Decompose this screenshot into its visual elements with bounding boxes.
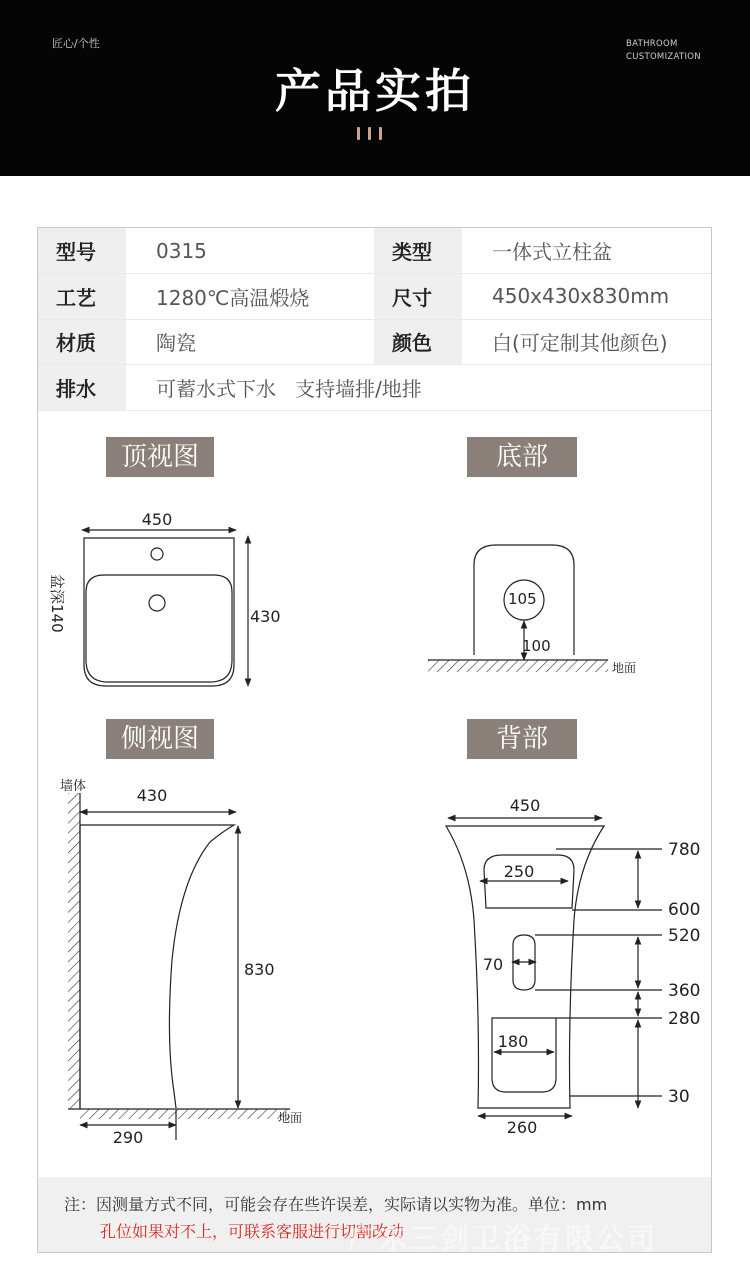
back-level-label: 520 — [668, 926, 701, 946]
back-level-label: 280 — [668, 1009, 701, 1029]
header-brand-line2: CUSTOMIZATION — [626, 52, 701, 62]
section-back: 背部 — [467, 719, 577, 759]
top-view-drawing — [82, 530, 248, 686]
side-floor-label: 地面 — [278, 1111, 303, 1125]
bottom-hole-label: 105 — [508, 590, 537, 608]
side-depth-label: 430 — [136, 786, 168, 805]
spec-value: 0315 — [126, 228, 374, 274]
top-width-label: 450 — [141, 510, 173, 529]
measurement-note — [38, 1177, 711, 1255]
side-base-label: 290 — [112, 1128, 144, 1147]
page-title: 产品实拍 — [275, 64, 475, 118]
back-level-label: 30 — [668, 1087, 690, 1107]
side-height-label: 830 — [244, 960, 275, 979]
note-line-1: 注：因测量方式不同，可能会存在些许误差，实际请以实物为准。单位：mm — [64, 1195, 608, 1214]
back-level-label: 600 — [668, 900, 701, 920]
wall-label: 墙体 — [60, 779, 87, 794]
back-small-label: 70 — [482, 955, 504, 974]
back-lower-label: 180 — [497, 1032, 529, 1051]
spec-key: 颜色 — [374, 319, 462, 365]
back-base-label: 260 — [506, 1118, 538, 1137]
spec-key: 工艺 — [38, 274, 126, 320]
back-level-label: 360 — [668, 981, 701, 1001]
spec-key: 材质 — [38, 319, 126, 365]
company-watermark: 广东三剑卫浴有限公司 — [348, 1222, 659, 1255]
header-slogan: 匠心/个性 — [52, 37, 100, 50]
top-depth-label: 430 — [250, 607, 281, 626]
spec-value: 陶瓷 — [126, 319, 374, 365]
section-top-view: 顶视图 — [106, 437, 214, 477]
back-view-drawing — [446, 818, 662, 1116]
bottom-height-label: 100 — [522, 637, 551, 655]
basin-depth-label: 盆深140 — [48, 574, 66, 633]
spec-value: 一体式立柱盆 — [462, 228, 711, 274]
note-line-2: 孔位如果对不上，可联系客服进行切割改动 — [100, 1222, 405, 1241]
spec-key: 型号 — [38, 228, 126, 274]
spec-value: 白(可定制其他颜色) — [462, 319, 711, 365]
bottom-view-drawing — [428, 545, 608, 672]
bottom-floor-label: 地面 — [612, 661, 637, 675]
section-bottom: 底部 — [467, 437, 577, 477]
spec-value: 可蓄水式下水 支持墙排/地排 — [126, 365, 711, 411]
spec-value: 1280℃高温煅烧 — [126, 274, 374, 320]
back-level-label: 780 — [668, 840, 701, 860]
spec-value: 450x430x830mm — [462, 274, 711, 320]
back-width-label: 450 — [509, 796, 541, 815]
spec-key: 类型 — [374, 228, 462, 274]
spec-key: 排水 — [38, 365, 126, 411]
back-upper-label: 250 — [503, 862, 535, 881]
header-brand-line1: BATHROOM — [626, 39, 678, 49]
spec-key: 尺寸 — [374, 274, 462, 320]
section-side-view: 侧视图 — [106, 719, 214, 759]
